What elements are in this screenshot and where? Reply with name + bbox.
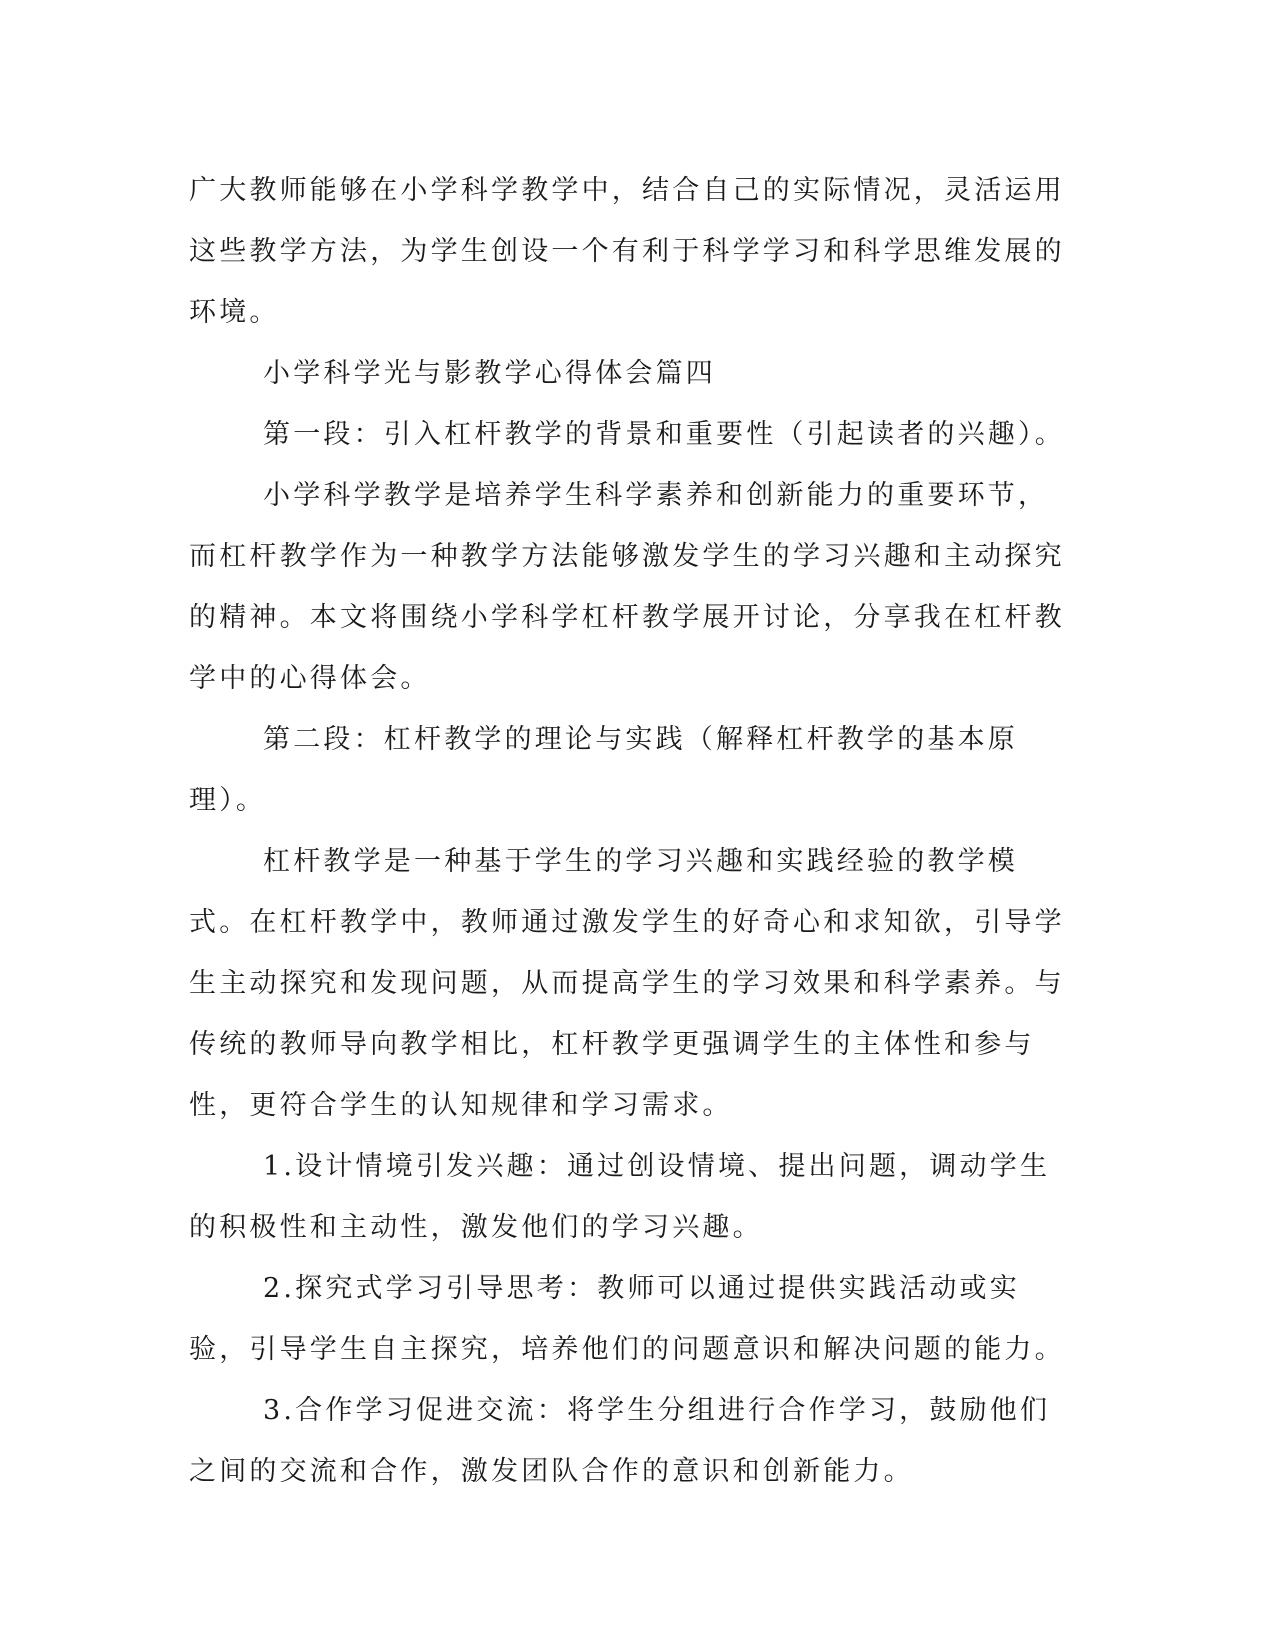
paragraph-heading-2: 第二段：杠杆教学的理论与实践（解释杠杆教学的基本原理）。 bbox=[189, 724, 1018, 816]
paragraph-body-2: 杠杆教学是一种基于学生的学习兴趣和实践经验的教学模式。在杠杆教学中，教师通过激发学生的好奇心和求知欲，引导学生主动探究和发现问题，从而提高学生的学习效果和科学素养。与传统的教师导向教学相比，杠杆教学更强调学生的主体性和参与性，更符合学生的认知规律和学习需求。 bbox=[189, 846, 1065, 1121]
paragraph-heading-1: 第一段：引入杠杆教学的背景和重要性（引起读者的兴趣）。 bbox=[263, 419, 1065, 450]
section-heading: 小学科学光与影教学心得体会篇四 bbox=[263, 358, 716, 389]
list-item-2: 2.探究式学习引导思考：教师可以通过提供实践活动或实验，引导学生自主探究，培养他们的问题意识和解决问题的能力。 bbox=[189, 1273, 1065, 1365]
paragraph-intro-continuation: 广大教师能够在小学科学教学中，结合自己的实际情况，灵活运用这些教学方法，为学生创设一个有利于科学学习和科学思维发展的环境。 bbox=[189, 175, 1065, 328]
list-item-3: 3.合作学习促进交流：将学生分组进行合作学习，鼓励他们之间的交流和合作，激发团队合作的意识和创新能力。 bbox=[189, 1395, 1051, 1487]
document-body bbox=[189, 160, 1069, 1502]
paragraph-body-1: 小学科学教学是培养学生科学素养和创新能力的重要环节，而杠杆教学作为一种教学方法能够激发学生的学习兴趣和主动探究的精神。本文将围绕小学科学杠杆教学展开讨论，分享我在杠杆教学中的心得体会。 bbox=[189, 480, 1065, 694]
list-item-1: 1.设计情境引发兴趣：通过创设情境、提出问题，调动学生的积极性和主动性，激发他们的学习兴趣。 bbox=[189, 1151, 1051, 1243]
